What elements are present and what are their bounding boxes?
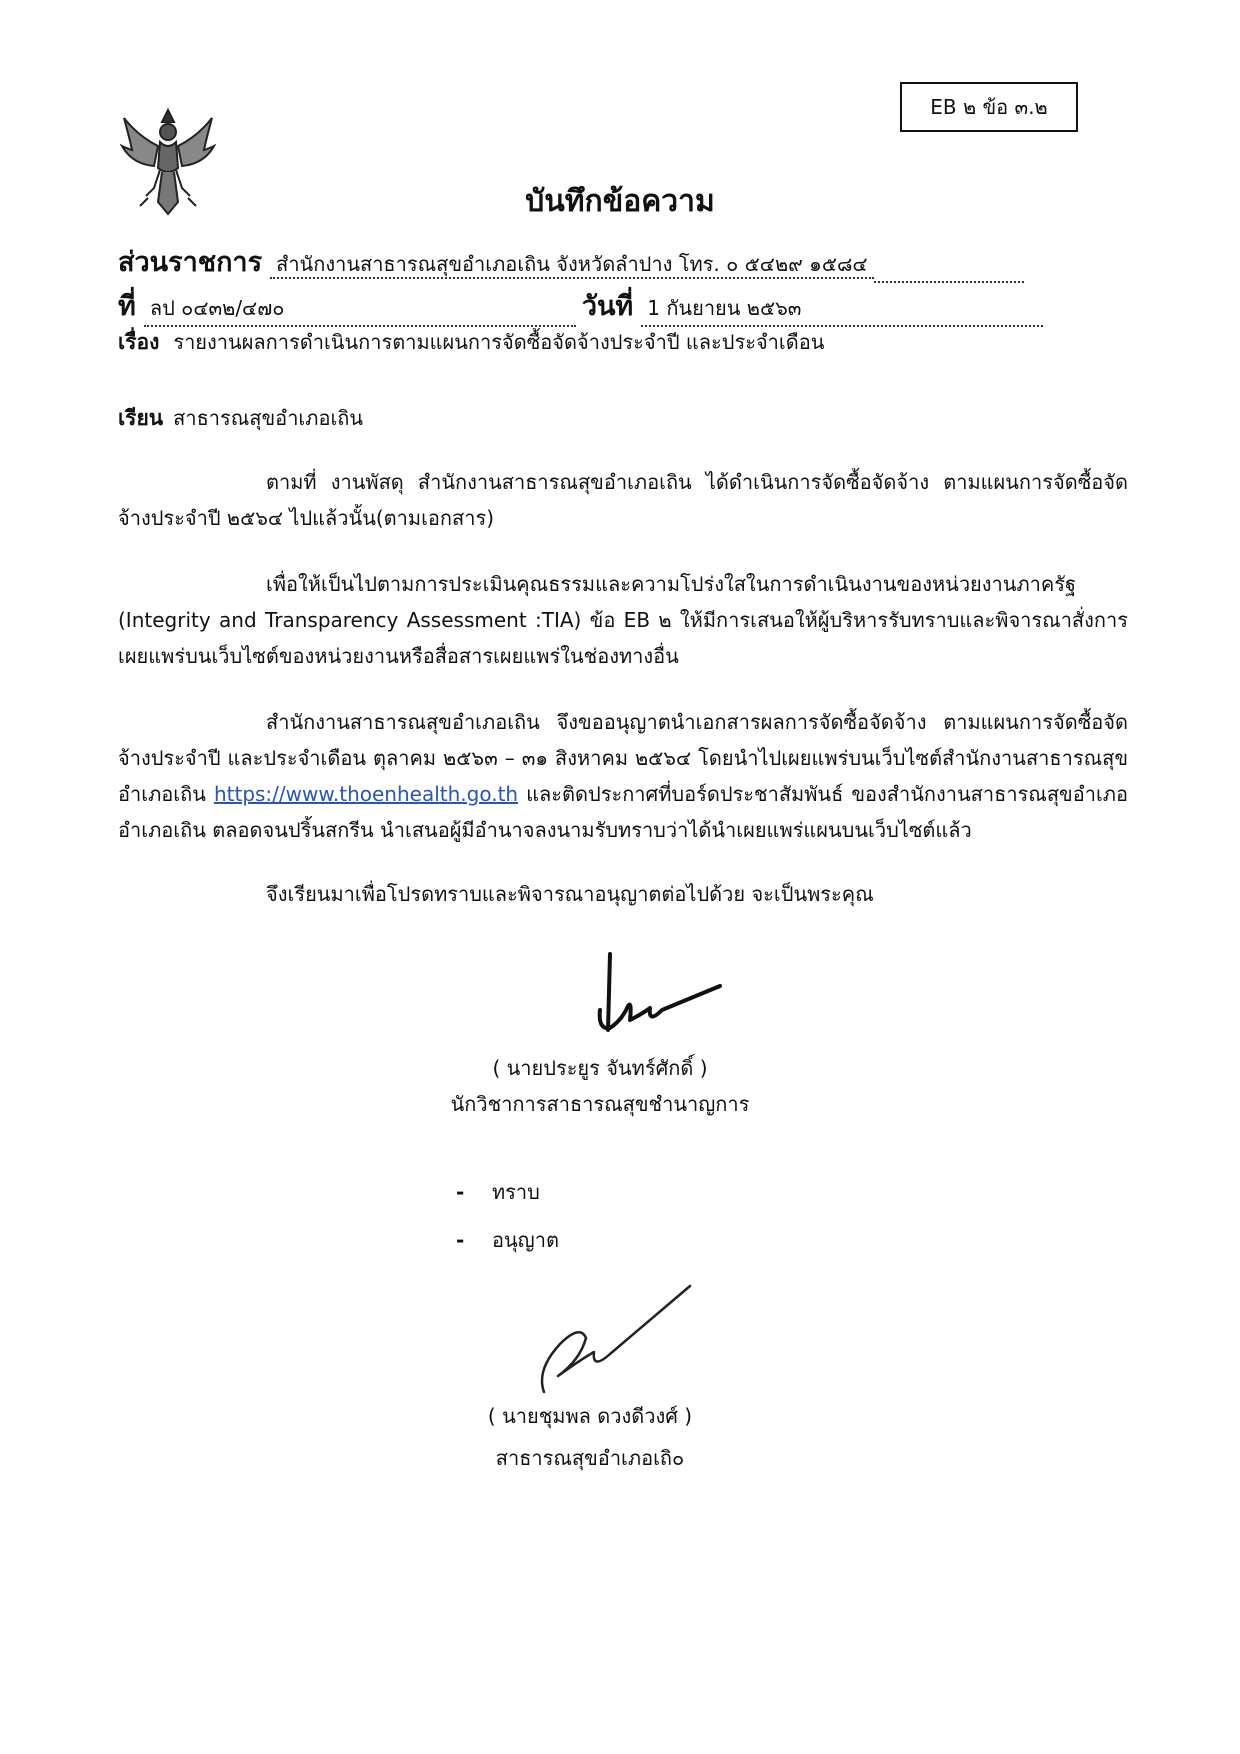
paragraph-2: เพื่อให้เป็นไปตามการประเมินคุณธรรมและความโปร่งใสในการดำเนินงานของหน่วยงานภาครัฐ (Integrity and Transparency Assessment :TIA) ข้อ EB ๒ ให้มีการเสนอให้ผู้บริหารรับทราบและพิจารณาสั่งการเผยแพร่บนเว็บไซต์ของหน่วยงานหรือสื่อสารเผยแพร่ในช่องทางอื่น bbox=[118, 572, 1128, 668]
paragraph-3-text-after: และติดประกาศที่บอร์ดประชาสัมพันธ์ ของสำนักงานสาธารณสุขอำเภออำเภอเถิน ตลอดจนปริ้นสกรีน นำเสนอผู้มีอำนาจลงนามรับทราบว่าได้นำเผยแพร่แผนบนเว็บไซต์แล้ว bbox=[118, 782, 1129, 842]
recipient-label: เรียน bbox=[118, 406, 164, 430]
subject-row bbox=[118, 326, 1068, 359]
date-label: วันที่ bbox=[581, 291, 634, 322]
signer-2-position: สาธารณสุขอำเภอเถิ๐ bbox=[495, 1446, 685, 1470]
signer-1-name: ( นายประยูร จันทร์ศักดิ์ ) bbox=[492, 1056, 708, 1080]
date-value: 1 กันยายน ๒๕๖๓ bbox=[641, 292, 1043, 327]
website-link[interactable]: https://www.thoenhealth.go.th bbox=[213, 782, 519, 806]
recipient-value: สาธารณสุขอำเภอเถิน bbox=[173, 406, 364, 430]
signature-2-icon bbox=[530, 1280, 710, 1400]
agency-row bbox=[118, 240, 1068, 283]
agency-label: ส่วนราชการ bbox=[118, 247, 263, 278]
order-item-2: - อนุญาต bbox=[456, 1228, 559, 1252]
order-item-1: - ทราบ bbox=[456, 1180, 540, 1204]
ref-date-row bbox=[118, 284, 1068, 327]
paragraph-3-text-before: สำนักงานสาธารณสุขอำเภอเถิน จึงขออนุญาตนำเอกสารผลการจัดซื้อจัดจ้าง ตามแผนการจัดซื้อจัดจ้างประจำปี และประจำเดือน ตุลาคม ๒๕๖๓ – ๓๑ สิงหาคม ๒๕๖๔ โดยนำไปเผยแพร่บนเว็บไซต์สำนักงานสาธารณสุขอำเภอเถิน bbox=[118, 710, 1128, 806]
subject-value: รายงานผลการดำเนินการตามแผนการจัดซื้อจัดจ้างประจำปี และประจำเดือน bbox=[173, 330, 825, 354]
paragraph-3 bbox=[118, 704, 1128, 848]
signature-1-icon bbox=[570, 950, 730, 1040]
ref-label: ที่ bbox=[118, 291, 136, 322]
recipient-row bbox=[118, 402, 1068, 435]
document-title: บันทึกข้อความ bbox=[525, 184, 715, 219]
signer-1-block bbox=[410, 1050, 790, 1122]
paragraph-1: ตามที่ งานพัสดุ สำนักงานสาธารณสุขอำเภอเถิน ได้ดำเนินการจัดซื้อจัดจ้าง ตามแผนการจัดซื้อจัดจ้างประจำปี ๒๕๖๔ ไปแล้วนั้น(ตามเอกสาร) bbox=[118, 470, 1128, 530]
subject-label: เรื่อง bbox=[118, 330, 160, 354]
paragraph-4: จึงเรียนมาเพื่อโปรดทราบและพิจารณาอนุญาตต่อไปด้วย จะเป็นพระคุณ bbox=[266, 882, 874, 906]
signer-2-block bbox=[400, 1398, 780, 1476]
ref-value: ลป ๐๔๓๒/๔๗๐ bbox=[144, 292, 576, 327]
agency-value: สำนักงานสาธารณสุขอำเภอเถิน จังหวัดลำปาง โทร. ๐ ๕๔๒๙ ๑๕๘๔ bbox=[270, 252, 873, 279]
signer-2-name: ( นายชุมพล ดวงดีวงศ์ ) bbox=[487, 1404, 693, 1428]
reference-box: EB ๒ ข้อ ๓.๒ bbox=[900, 82, 1078, 132]
signer-1-position: นักวิชาการสาธารณสุขชำนาญการ bbox=[450, 1092, 750, 1116]
